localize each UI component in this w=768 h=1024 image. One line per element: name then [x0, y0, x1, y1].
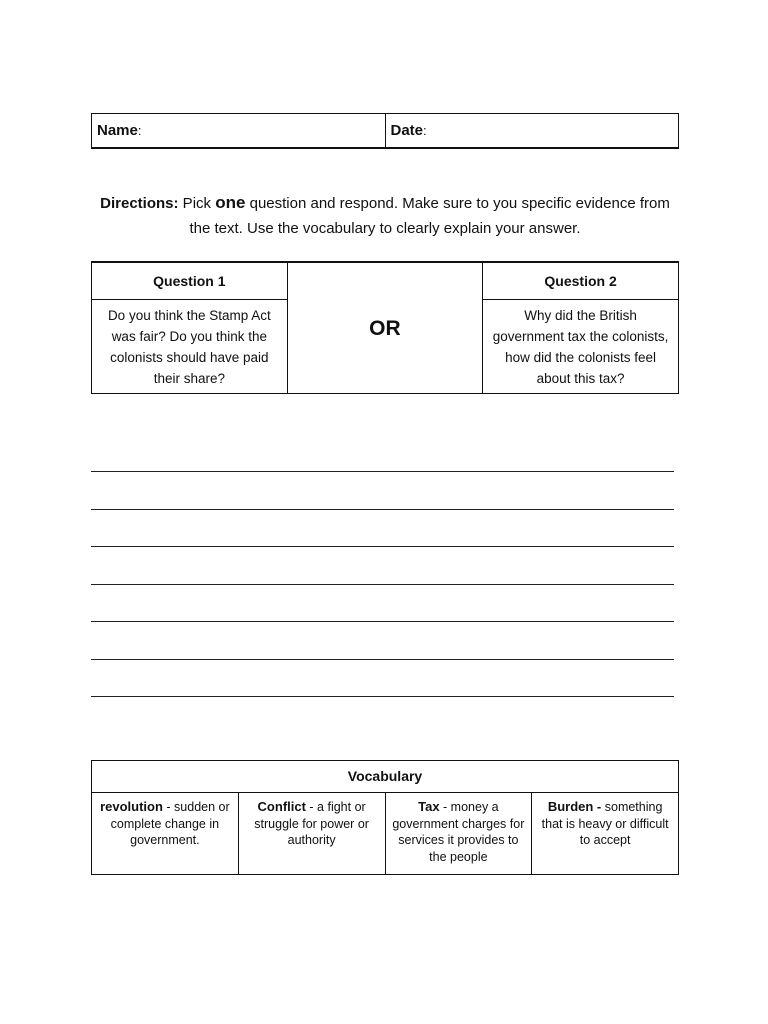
date-label: Date	[390, 122, 424, 139]
directions-emphasis: one	[215, 193, 246, 212]
answer-line[interactable]	[91, 584, 674, 585]
directions	[91, 190, 679, 241]
answer-line[interactable]	[91, 509, 674, 510]
vocabulary-term: Conflict	[257, 799, 306, 814]
vocabulary-term: Tax	[418, 799, 440, 814]
question-1-title: Question 1	[92, 262, 288, 300]
vocabulary-term: Burden -	[547, 799, 602, 814]
vocabulary-definition: - sudden or complete change in government.	[110, 800, 230, 847]
vocabulary-definition: - a fight or struggle for power or authority	[254, 800, 369, 847]
vocabulary-item	[238, 793, 385, 875]
answer-line[interactable]	[91, 659, 674, 660]
vocabulary-title: Vocabulary	[92, 761, 679, 793]
or-label: OR	[287, 262, 482, 394]
date-colon: :	[423, 123, 427, 138]
vocabulary-term: revolution	[100, 799, 163, 814]
directions-lead: Directions:	[100, 195, 179, 212]
directions-rest: question and respond. Make sure to you specific evidence from the text. Use the vocabulary to clearly explain your answer.	[189, 195, 670, 237]
header-table	[91, 113, 679, 149]
name-label: Name	[97, 122, 138, 139]
vocabulary-definition: - money a government charges for services it provides to the people	[392, 800, 525, 864]
vocabulary-item	[532, 793, 679, 875]
answer-line[interactable]	[91, 471, 674, 472]
answer-lines[interactable]	[91, 471, 674, 734]
name-field[interactable]	[92, 114, 386, 149]
question-table	[91, 261, 679, 394]
answer-line[interactable]	[91, 546, 674, 547]
vocabulary-table	[91, 760, 679, 875]
vocabulary-item	[92, 793, 239, 875]
vocabulary-row	[92, 793, 679, 875]
answer-line[interactable]	[91, 696, 674, 697]
vocabulary-definition: something that is heavy or difficult to accept	[541, 800, 669, 847]
directions-pick: Pick	[178, 195, 216, 212]
question-2-title: Question 2	[483, 262, 679, 300]
question-1-text: Do you think the Stamp Act was fair? Do you think the colonists should have paid their share?	[92, 300, 288, 394]
date-field[interactable]	[385, 114, 679, 149]
answer-line[interactable]	[91, 621, 674, 622]
question-2-text: Why did the British government tax the colonists, how did the colonists feel about this tax?	[483, 300, 679, 394]
name-colon: :	[137, 123, 142, 138]
vocabulary-item	[385, 793, 532, 875]
